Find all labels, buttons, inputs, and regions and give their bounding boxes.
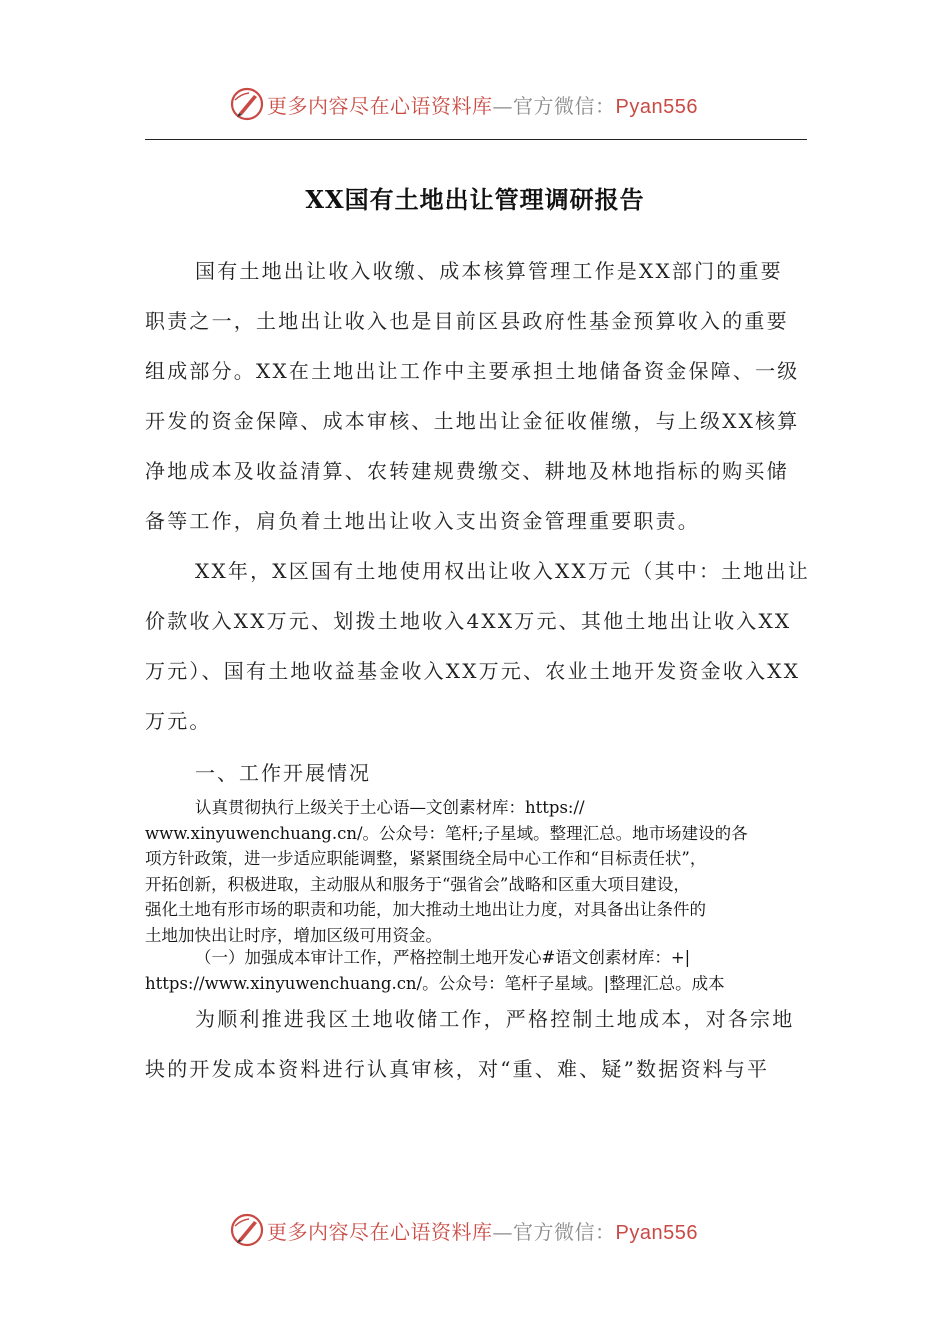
banner-dash: —	[492, 1219, 513, 1244]
banner-wechat-id: Pyan556	[615, 95, 698, 118]
banner-dash: —	[492, 93, 513, 118]
paragraph-2	[145, 558, 810, 758]
para1-line: 开发的资金保障、成本审核、土地出让金征收催缴，与上级XX核算	[145, 409, 800, 433]
paragraph-small-2	[145, 945, 807, 996]
small2-line: https://www.xinyuwenchuang.cn/。公众号：笔杆子星域。|整理汇总。成本	[145, 973, 725, 993]
document-title: XX国有土地出让管理调研报告	[305, 185, 645, 214]
para2-line: XX年，X区国有土地使用权出让收入XX万元（其中：土地出让	[195, 559, 810, 583]
small2-line: （一）加强成本审计工作，严格控制土地开发心#语文创素材库：+|	[195, 948, 691, 967]
banner-wechat-id: Pyan556	[615, 1221, 698, 1244]
para1-line: 备等工作，肩负着土地出让收入支出资金管理重要职责。	[145, 509, 700, 533]
small1-line: 认真贯彻执行上级关于土心语—文创素材库：https://	[195, 798, 585, 817]
small1-line: 强化土地有形市场的职责和功能，加大推动土地出让力度，对具备出让条件的	[145, 900, 706, 920]
header-banner	[0, 84, 950, 124]
banner-main-text: 更多内容尽在心语资料库	[267, 93, 493, 118]
banner-official-text: 官方微信：	[513, 1219, 616, 1244]
small1-line: 项方针政策，进一步适应职能调整，紧紧围绕全局中心工作和“目标责任状”，	[145, 849, 707, 869]
para1-line: 国有土地出让收入收缴、成本核算管理工作是XX部门的重要	[195, 259, 783, 283]
pen-logo-icon	[229, 86, 265, 122]
paragraph-3	[145, 1006, 807, 1106]
para2-line: 万元）、国有土地收益基金收入XX万元、农业土地开发资金收入XX	[145, 659, 801, 683]
paragraph-small-1	[145, 795, 807, 949]
pen-logo-icon	[229, 1212, 265, 1248]
footer-banner	[0, 1210, 950, 1250]
para1-line: 职责之一，土地出让收入也是目前区县政府性基金预算收入的重要	[145, 309, 789, 333]
small1-line: 土地加快出让时序，增加区级可用资金。	[145, 925, 442, 945]
small1-line: 开拓创新，积极进取，主动服从和服务于“强省会”战略和区重大项目建设，	[145, 874, 690, 894]
para2-line: 万元。	[145, 709, 212, 733]
section-heading-1: 一、工作开展情况	[195, 761, 371, 785]
para3-line: 块的开发成本资料进行认真审核，对“重、难、疑”数据资料与平	[145, 1057, 770, 1081]
banner-main-text: 更多内容尽在心语资料库	[267, 1219, 493, 1244]
paragraph-1	[145, 258, 807, 558]
small1-line: www.xinyuwenchuang.cn/。公众号：笔杆;子星域。整理汇总。地市场建设的各	[145, 823, 748, 843]
header-divider	[145, 139, 807, 140]
para1-line: 净地成本及收益清算、农转建规费缴交、耕地及林地指标的购买储	[145, 459, 789, 483]
para2-line: 价款收入XX万元、划拨土地收入4XX万元、其他土地出让收入XX	[145, 609, 792, 633]
para3-line: 为顺利推进我区土地收储工作，严格控制土地成本，对各宗地	[195, 1007, 795, 1031]
banner-official-text: 官方微信：	[513, 93, 616, 118]
para1-line: 组成部分。XX在土地出让工作中主要承担土地储备资金保障、一级	[145, 359, 800, 383]
